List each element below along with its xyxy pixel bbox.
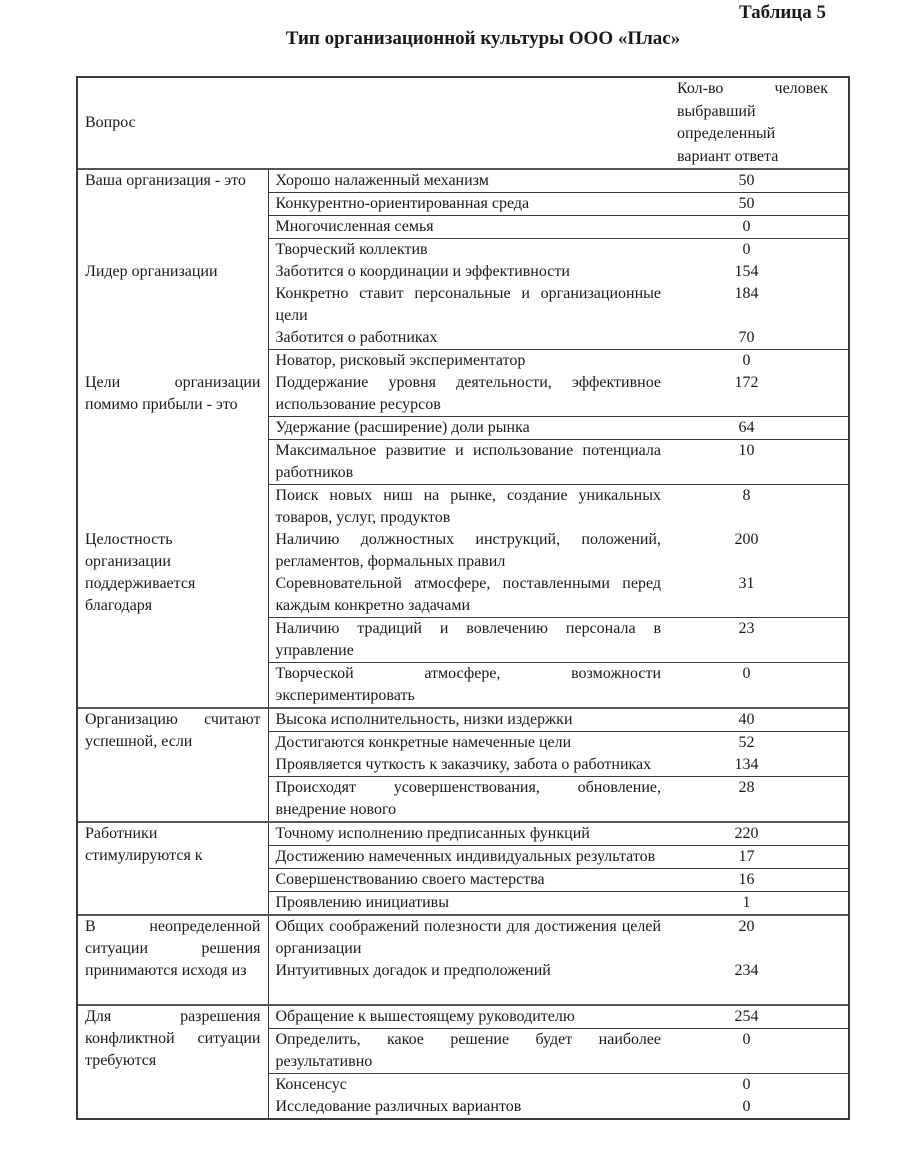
answer-cell: Многочисленная семья	[268, 216, 669, 239]
answer-cell: Проявлению инициативы	[268, 892, 669, 916]
count-cell: 64	[669, 417, 849, 440]
question-text: Лидер организации	[85, 262, 218, 280]
answer-cell: Точному исполнению предписанных функций	[268, 822, 669, 846]
answer-cell: Заботится о работниках	[275, 329, 438, 346]
count-cell: 134	[669, 754, 849, 777]
table-row	[77, 915, 849, 960]
answer-cell: Заботится о координации и эффективности	[275, 263, 570, 280]
table-row	[77, 350, 849, 373]
question-cell: Для разрешения конфликтной ситуации требуются	[77, 1005, 268, 1119]
count-cell: 0	[669, 1074, 849, 1097]
answer-cell: Интуитивных догадок и предположений	[275, 962, 551, 979]
count-cell: 10	[669, 440, 849, 485]
table-row	[77, 169, 849, 193]
answer-cell: Консенсус	[268, 1074, 669, 1097]
table-title: Тип организационной культуры ООО «Плас»	[285, 28, 681, 49]
answer-cell: Соревновательной атмосфере, поставленными перед каждым конкретно задачами	[275, 575, 661, 614]
header-count: Кол-во человек выбравший определенный вариант ответа	[669, 77, 849, 169]
count-cell: 0	[669, 350, 849, 373]
question-text: Целостность организации поддерживается благодаря	[85, 530, 196, 614]
answer-cell: Наличию традиций и вовлечению персонала в управление	[268, 618, 669, 663]
answer-cell: Поиск новых ниш на рынке, создание уникальных товаров, услуг, продуктов	[268, 485, 669, 530]
count-cell: 23	[669, 618, 849, 663]
count-cell: 1	[669, 892, 849, 916]
question-cell: В неопределенной ситуации решения принимаются исходя из	[77, 915, 268, 1005]
answer-cell: Общих соображений полезности для достижения целей организации	[268, 915, 669, 960]
answer-cell: Поддержание уровня деятельности, эффективное использование ресурсов	[275, 374, 661, 413]
count-cell: 220	[669, 822, 849, 846]
table-bottom-edge	[77, 1119, 849, 1120]
table-row	[77, 822, 849, 846]
answer-cell: Совершенствованию своего мастерства	[268, 869, 669, 892]
table-header-row	[77, 77, 849, 169]
question-cell: Ваша организация - это	[77, 169, 268, 239]
org-culture-table	[76, 76, 850, 1120]
question-cell	[77, 485, 268, 709]
question-text: Цели организации помимо прибыли - это	[85, 373, 261, 413]
answer-cell: Происходят усовершенствования, обновление, внедрение нового	[268, 777, 669, 823]
count-cell: 70	[669, 327, 849, 350]
answer-cell: Хорошо налаженный механизм	[268, 169, 669, 193]
answer-cell: Обращение к вышестоящему руководителю	[268, 1005, 669, 1029]
table-row	[77, 708, 849, 732]
answer-cell: Конкурентно-ориентированная среда	[268, 193, 669, 216]
question-cell: Работники стимулируются к	[77, 822, 268, 915]
table-number-label: Таблица 5	[738, 2, 826, 23]
count-cell: 20	[669, 915, 849, 960]
header-answer-blank	[268, 77, 669, 169]
count-cell: 254	[669, 1005, 849, 1029]
count-cell: 50	[669, 169, 849, 193]
answer-cell: Проявляется чуткость к заказчику, забота о работниках	[275, 756, 652, 773]
answer-cell: Максимальное развитие и использование потенциала работников	[268, 440, 669, 485]
count-cell: 40	[669, 708, 849, 732]
answer-cell: Конкретно ставит персональные и организационные цели	[275, 285, 661, 324]
table-row	[77, 1005, 849, 1029]
question-cell: Организацию считают успешной, если	[77, 708, 268, 822]
answer-cell: Новатор, рисковый экспериментатор	[268, 350, 669, 373]
answer-cell: Исследование различных вариантов	[268, 1096, 669, 1119]
count-cell: 8	[669, 485, 849, 530]
count-cell: 154	[669, 261, 849, 283]
count-cell: 0	[669, 216, 849, 239]
answer-cell: Творческий коллектив	[268, 239, 669, 262]
count-cell: 200	[669, 529, 849, 573]
count-cell: 184	[669, 283, 849, 327]
count-cell: 0	[669, 663, 849, 709]
table-row	[77, 485, 849, 530]
count-cell: 0	[669, 1029, 849, 1074]
count-cell: 52	[669, 732, 849, 755]
count-cell: 28	[669, 777, 849, 823]
question-cell	[77, 239, 268, 350]
answer-cell: Достижению намеченных индивидуальных результатов	[268, 846, 669, 869]
count-cell: 31	[669, 573, 849, 618]
question-cell	[77, 350, 268, 485]
count-cell: 16	[669, 869, 849, 892]
count-cell: 50	[669, 193, 849, 216]
count-cell: 234	[669, 960, 849, 1005]
table-row	[77, 239, 849, 262]
answer-cell: Творческой атмосфере, возможности экспериментировать	[268, 663, 669, 709]
count-cell: 0	[669, 1096, 849, 1119]
count-cell: 172	[669, 372, 849, 417]
header-question: Вопрос	[77, 77, 268, 169]
count-cell: 0	[669, 239, 849, 262]
answer-cell: Удержание (расширение) доли рынка	[268, 417, 669, 440]
answer-cell: Наличию должностных инструкций, положений, регламентов, формальных правил	[275, 531, 661, 570]
count-cell: 17	[669, 846, 849, 869]
answer-cell: Определить, какое решение будет наиболее результативно	[268, 1029, 669, 1074]
answer-cell: Достигаются конкретные намеченные цели	[268, 732, 669, 755]
answer-cell: Высока исполнительность, низки издержки	[268, 708, 669, 732]
